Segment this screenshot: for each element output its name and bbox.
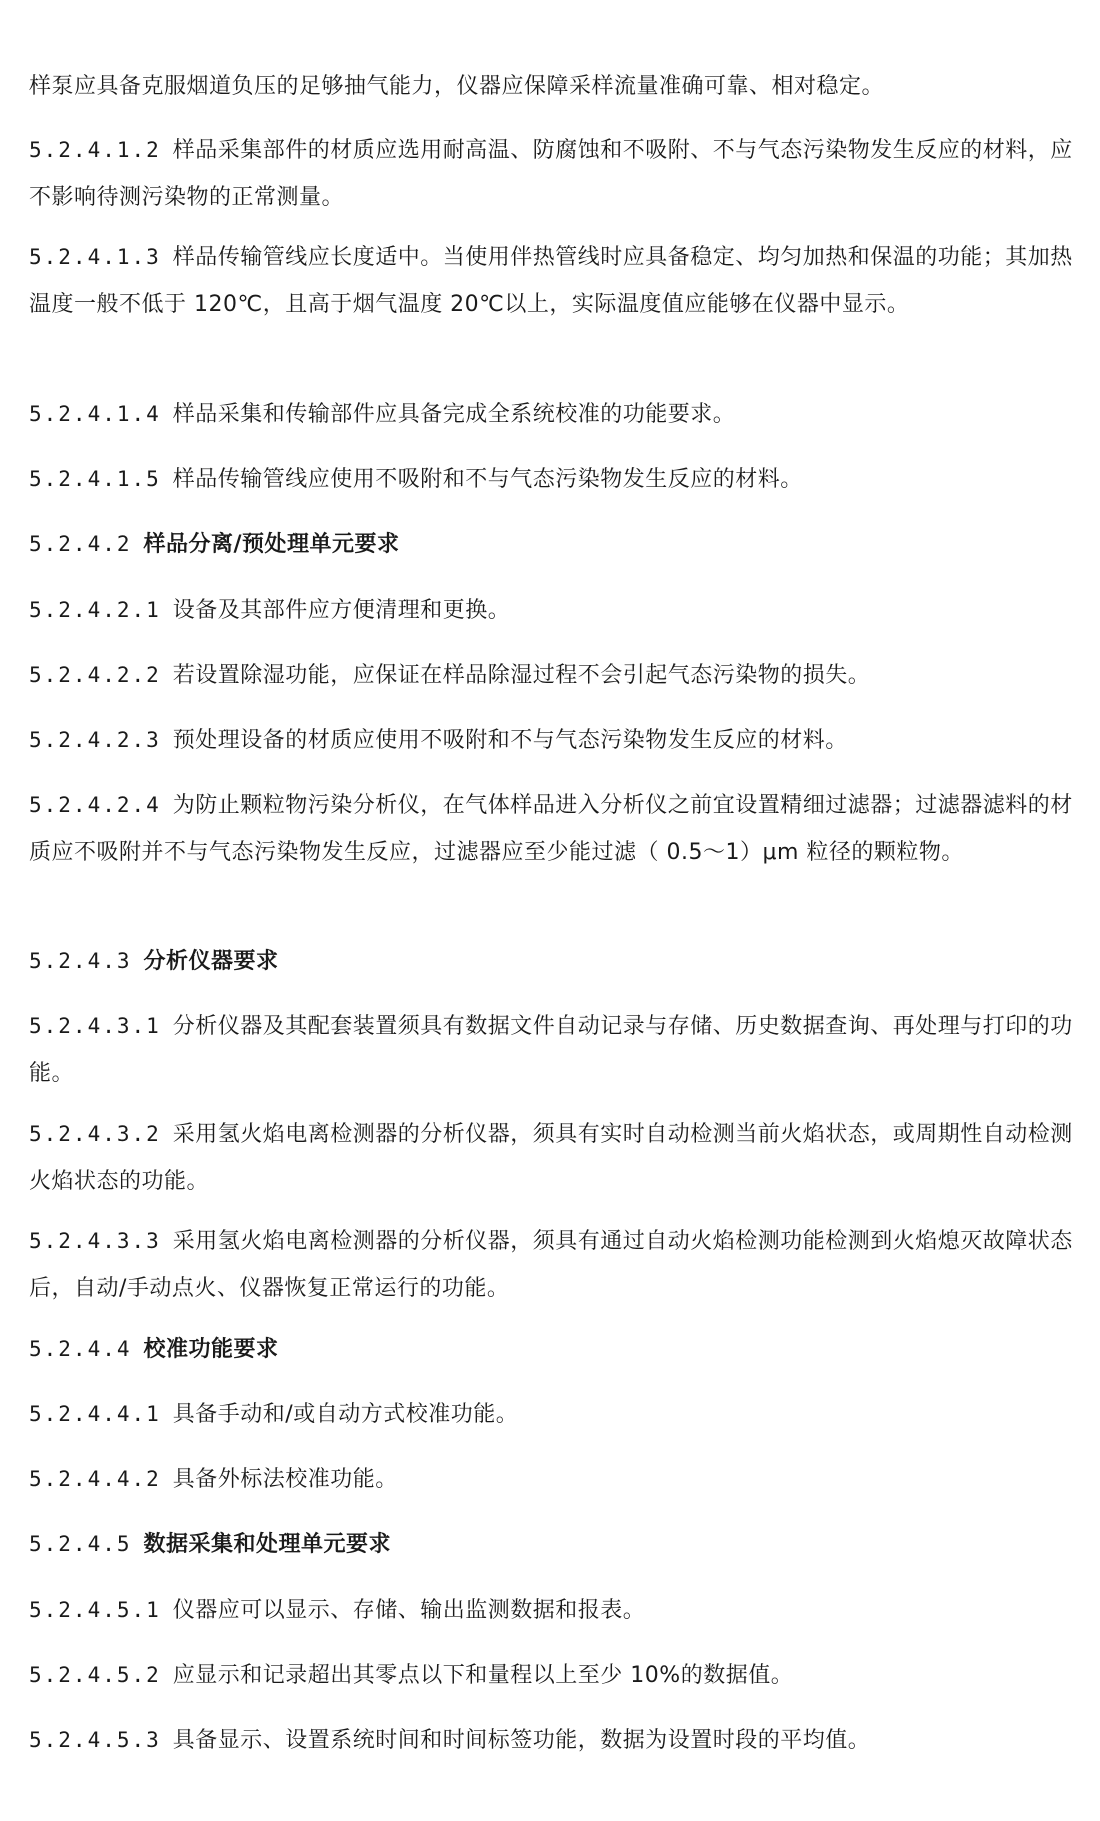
clause-5-2-4-1-5	[29, 456, 1078, 503]
clause-text: 分析仪器及其配套装置须具有数据文件自动记录与存储、历史数据查询、再处理与打印的功能。	[29, 1014, 1073, 1086]
clause-number: 5.2.4.3.3	[29, 1229, 161, 1253]
clause-number: 5.2.4.2.2	[29, 663, 161, 687]
section-number: 5.2.4.3	[29, 949, 132, 973]
clause-number: 5.2.4.1.5	[29, 467, 161, 491]
clause-text: 仪器应可以显示、存储、输出监测数据和报表。	[172, 1598, 646, 1623]
clause-number: 5.2.4.2.4	[29, 793, 161, 817]
clause-5-2-4-2-1	[29, 587, 1078, 634]
clause-text: 样品传输管线应使用不吸附和不与气态污染物发生反应的材料。	[172, 467, 803, 492]
clause-text: 采用氢火焰电离检测器的分析仪器，须具有实时自动检测当前火焰状态，或周期性自动检测火焰状态的功能。	[29, 1122, 1073, 1194]
clause-5-2-4-5-3	[29, 1717, 1078, 1764]
section-heading-5-2-4-4	[29, 1326, 1078, 1373]
clause-number: 5.2.4.1.3	[29, 245, 161, 269]
clause-5-2-4-2-4	[29, 782, 1078, 876]
section-title: 分析仪器要求	[143, 949, 279, 974]
section-heading-5-2-4-3	[29, 938, 1078, 985]
clause-number: 5.2.4.5.2	[29, 1663, 161, 1687]
clause-5-2-4-4-1	[29, 1391, 1078, 1438]
section-number: 5.2.4.4	[29, 1337, 132, 1361]
clause-text: 为防止颗粒物污染分析仪，在气体样品进入分析仪之前宜设置精细过滤器；过滤器滤料的材质应不吸附并不与气态污染物发生反应，过滤器应至少能过滤（ 0.5～1）μm 粒径的颗粒物。	[29, 793, 1073, 865]
section-heading-5-2-4-2	[29, 521, 1078, 568]
clause-5-2-4-4-2	[29, 1456, 1078, 1503]
clause-number: 5.2.4.3.1	[29, 1014, 161, 1038]
clause-5-2-4-3-1	[29, 1003, 1078, 1097]
clause-5-2-4-1-2	[29, 127, 1078, 221]
clause-5-2-4-2-2	[29, 652, 1078, 699]
clause-text: 具备手动和/或自动方式校准功能。	[172, 1402, 519, 1427]
section-title: 样品分离/预处理单元要求	[143, 532, 400, 557]
section-number: 5.2.4.2	[29, 532, 132, 556]
clause-number: 5.2.4.1.2	[29, 138, 161, 162]
clause-number: 5.2.4.1.4	[29, 402, 161, 426]
clause-number: 5.2.4.3.2	[29, 1122, 161, 1146]
clause-5-2-4-2-3	[29, 717, 1078, 764]
clause-5-2-4-5-2	[29, 1652, 1078, 1699]
clause-text: 样品采集和传输部件应具备完成全系统校准的功能要求。	[172, 402, 736, 427]
clause-text: 设备及其部件应方便清理和更换。	[172, 598, 511, 623]
clause-number: 5.2.4.4.1	[29, 1402, 161, 1426]
clause-number: 5.2.4.2.3	[29, 728, 161, 752]
section-number: 5.2.4.5	[29, 1532, 132, 1556]
clause-text: 具备显示、设置系统时间和时间标签功能，数据为设置时段的平均值。	[172, 1728, 871, 1753]
clause-5-2-4-1-4	[29, 391, 1078, 438]
clause-text: 具备外标法校准功能。	[172, 1467, 398, 1492]
clause-5-2-4-3-2	[29, 1111, 1078, 1205]
paragraph-continuation	[29, 63, 1078, 110]
section-title: 校准功能要求	[143, 1337, 279, 1362]
clause-text: 样品传输管线应长度适中。当使用伴热管线时应具备稳定、均匀加热和保温的功能；其加热温度一般不低于 120℃，且高于烟气温度 20℃以上，实际温度值应能够在仪器中显示。	[29, 245, 1073, 317]
clause-number: 5.2.4.5.3	[29, 1728, 161, 1752]
clause-text: 样品采集部件的材质应选用耐高温、防腐蚀和不吸附、不与气态污染物发生反应的材料，应不影响待测污染物的正常测量。	[29, 138, 1073, 210]
paragraph-text: 样泵应具备克服烟道负压的足够抽气能力，仪器应保障采样流量准确可靠、相对稳定。	[29, 74, 885, 99]
clause-5-2-4-5-1	[29, 1587, 1078, 1634]
clause-text: 采用氢火焰电离检测器的分析仪器，须具有通过自动火焰检测功能检测到火焰熄灭故障状态后，自动/手动点火、仪器恢复正常运行的功能。	[29, 1229, 1073, 1301]
clause-number: 5.2.4.5.1	[29, 1598, 161, 1622]
clause-number: 5.2.4.2.1	[29, 598, 161, 622]
section-title: 数据采集和处理单元要求	[143, 1532, 392, 1557]
clause-text: 预处理设备的材质应使用不吸附和不与气态污染物发生反应的材料。	[172, 728, 848, 753]
clause-number: 5.2.4.4.2	[29, 1467, 161, 1491]
clause-text: 应显示和记录超出其零点以下和量程以上至少 10%的数据值。	[172, 1663, 794, 1688]
clause-text: 若设置除湿功能，应保证在样品除湿过程不会引起气态污染物的损失。	[172, 663, 871, 688]
clause-5-2-4-3-3	[29, 1218, 1078, 1312]
section-heading-5-2-4-5	[29, 1521, 1078, 1568]
clause-5-2-4-1-3	[29, 234, 1078, 328]
